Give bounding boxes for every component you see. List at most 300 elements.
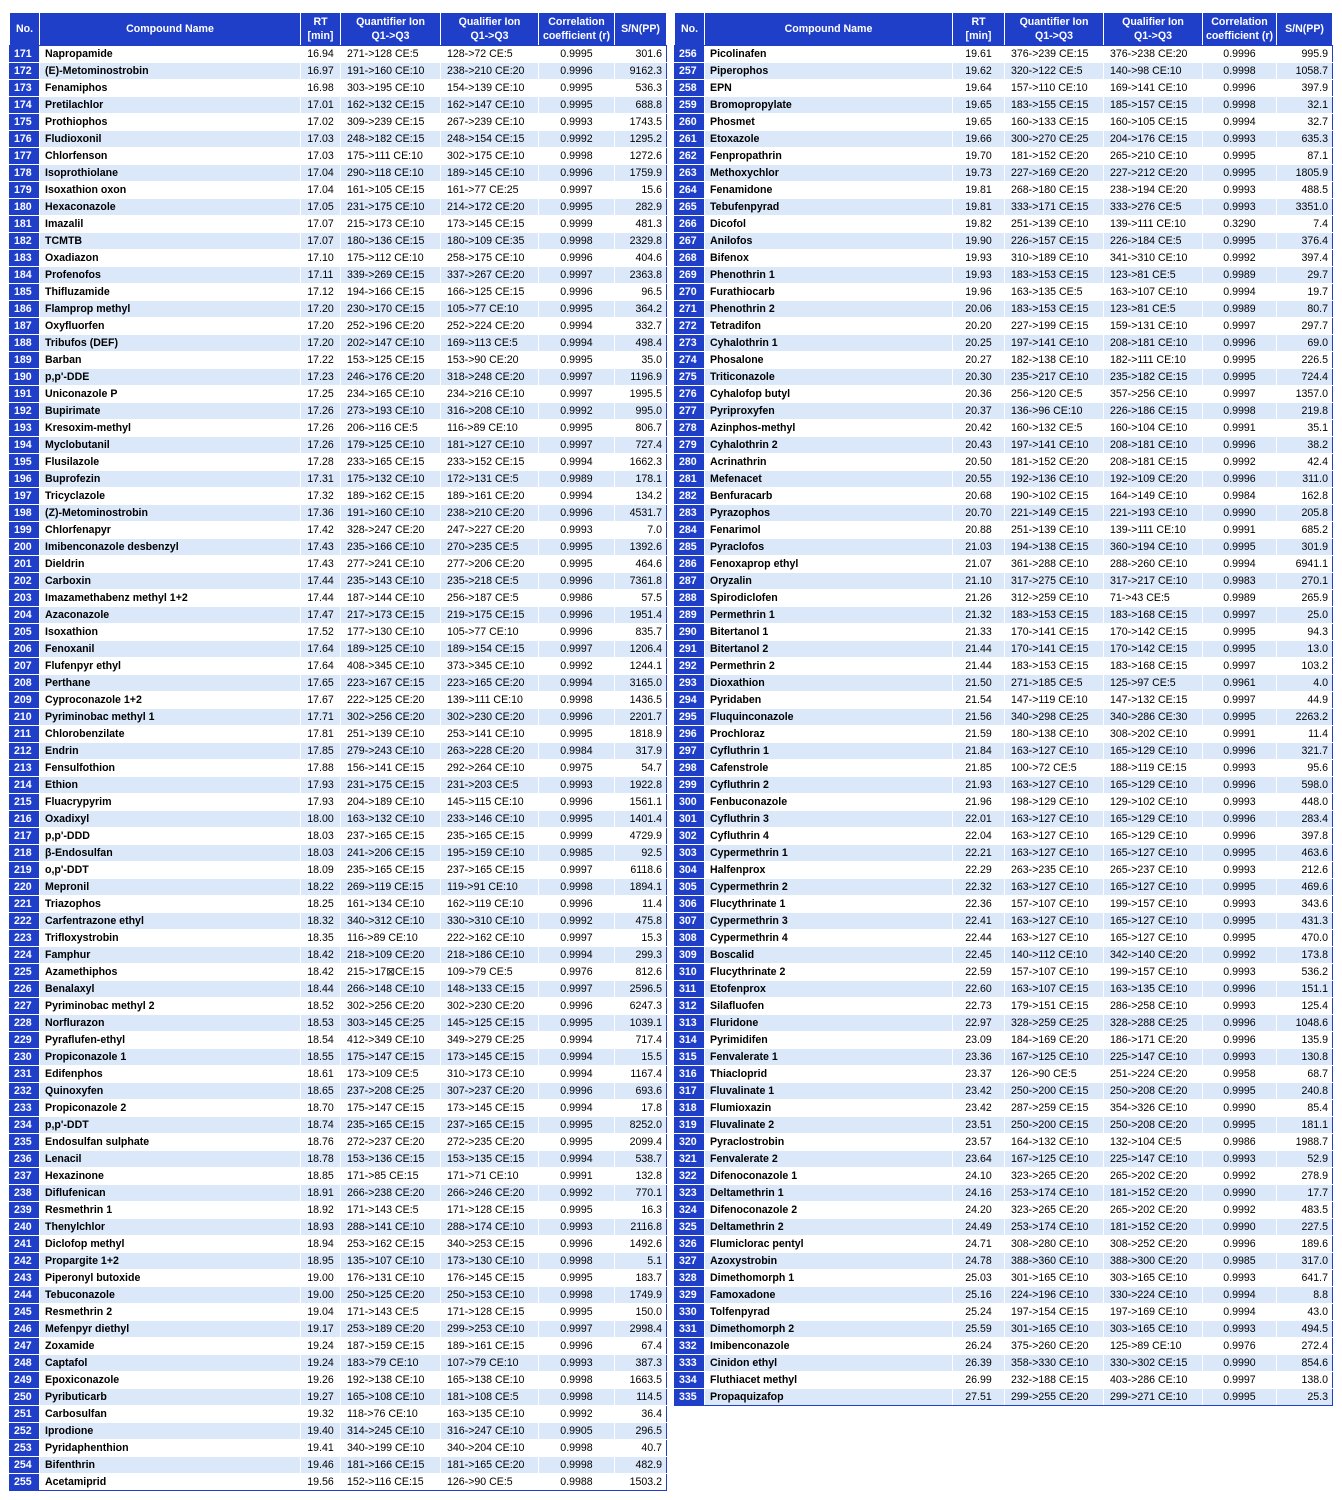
cell-rt: 23.36 — [953, 1049, 1005, 1066]
cell-quantifier-ion: 340->312 CE:10 — [341, 913, 441, 930]
cell-compound-name: Prothiophos — [40, 114, 301, 131]
cell-qualifier-ion: 185->157 CE:15 — [1104, 97, 1203, 114]
cell-quantifier-ion: 230->170 CE:15 — [341, 301, 441, 318]
cell-no: 215 — [10, 794, 40, 811]
cell-qualifier-ion: 238->194 CE:20 — [1104, 182, 1203, 199]
cell-compound-name: Azinphos-methyl — [705, 420, 953, 437]
table-row — [675, 1049, 1333, 1066]
cell-compound-name: Tolfenpyrad — [705, 1304, 953, 1321]
cell-quantifier-ion: 160->132 CE:5 — [1005, 420, 1104, 437]
cell-correlation: 0.9996 — [539, 250, 615, 267]
cell-qualifier-ion: 126->90 CE:5 — [441, 1474, 539, 1491]
cell-no: 216 — [10, 811, 40, 828]
cell-sn: 43.0 — [1277, 1304, 1333, 1321]
cell-quantifier-ion: 198->129 CE:10 — [1005, 794, 1104, 811]
cell-quantifier-ion: 163->127 CE:10 — [1005, 777, 1104, 794]
cell-no: 294 — [675, 692, 705, 709]
cell-sn: 2596.5 — [615, 981, 667, 998]
table-row — [10, 845, 667, 862]
cell-qualifier-ion: 266->246 CE:20 — [441, 1185, 539, 1202]
cell-sn: 138.0 — [1277, 1372, 1333, 1389]
cell-no: 311 — [675, 981, 705, 998]
cell-correlation: 0.9995 — [539, 420, 615, 437]
cell-correlation: 0.9995 — [1203, 1117, 1277, 1134]
cell-sn: 1503.2 — [615, 1474, 667, 1491]
cell-qualifier-ion: 125->97 CE:5 — [1104, 675, 1203, 692]
cell-qualifier-ion: 183->168 CE:15 — [1104, 658, 1203, 675]
cell-quantifier-ion: 279->243 CE:10 — [341, 743, 441, 760]
cell-qualifier-ion: 354->326 CE:10 — [1104, 1100, 1203, 1117]
cell-sn: 205.8 — [1277, 505, 1333, 522]
cell-compound-name: Azoxystrobin — [705, 1253, 953, 1270]
cell-compound-name: Fenbuconazole — [705, 794, 953, 811]
cell-quantifier-ion: 179->125 CE:10 — [341, 437, 441, 454]
cell-sn: 54.7 — [615, 760, 667, 777]
cell-qualifier-ion: 161->77 CE:25 — [441, 182, 539, 199]
cell-qualifier-ion: 197->169 CE:10 — [1104, 1304, 1203, 1321]
cell-quantifier-ion: 314->245 CE:10 — [341, 1423, 441, 1440]
cell-sn: 724.4 — [1277, 369, 1333, 386]
cell-correlation: 0.9993 — [1203, 131, 1277, 148]
table-row — [675, 505, 1333, 522]
cell-compound-name: Azaconazole — [40, 607, 301, 624]
cell-rt: 17.67 — [301, 692, 341, 709]
cell-compound-name: Tebuconazole — [40, 1287, 301, 1304]
cell-sn: 226.5 — [1277, 352, 1333, 369]
cell-qualifier-ion: 340->286 CE:30 — [1104, 709, 1203, 726]
cell-rt: 17.43 — [301, 539, 341, 556]
cell-rt: 19.65 — [953, 114, 1005, 131]
cell-correlation: 0.9996 — [539, 624, 615, 641]
table-row — [675, 1321, 1333, 1338]
cell-qualifier-ion: 147->132 CE:15 — [1104, 692, 1203, 709]
cell-no: 285 — [675, 539, 705, 556]
cell-compound-name: Difenoconazole 1 — [705, 1168, 953, 1185]
cell-qualifier-ion: 333->276 CE:5 — [1104, 199, 1203, 216]
cell-correlation: 0.9992 — [1203, 250, 1277, 267]
cell-no: 187 — [10, 318, 40, 335]
cell-correlation: 0.9998 — [539, 1372, 615, 1389]
cell-no: 316 — [675, 1066, 705, 1083]
cell-sn: 376.4 — [1277, 233, 1333, 250]
cell-quantifier-ion: 358->330 CE:10 — [1005, 1355, 1104, 1372]
cell-no: 277 — [675, 403, 705, 420]
cell-qualifier-ion: 123->81 CE:5 — [1104, 301, 1203, 318]
cell-sn: 68.7 — [1277, 1066, 1333, 1083]
cell-rt: 17.81 — [301, 726, 341, 743]
cell-sn: 212.6 — [1277, 862, 1333, 879]
cell-correlation: 0.9995 — [1203, 641, 1277, 658]
cell-quantifier-ion: 361->288 CE:10 — [1005, 556, 1104, 573]
cell-qualifier-ion: 340->253 CE:15 — [441, 1236, 539, 1253]
cell-rt: 21.50 — [953, 675, 1005, 692]
cell-compound-name: Flufenpyr ethyl — [40, 658, 301, 675]
cell-compound-name: Picolinafen — [705, 46, 953, 63]
cell-no: 281 — [675, 471, 705, 488]
cell-rt: 18.42 — [301, 947, 341, 964]
cell-quantifier-ion: 253->174 CE:10 — [1005, 1219, 1104, 1236]
cell-rt: 22.97 — [953, 1015, 1005, 1032]
table-row — [675, 862, 1333, 879]
cell-no: 308 — [675, 930, 705, 947]
table-row — [675, 318, 1333, 335]
cell-rt: 17.44 — [301, 590, 341, 607]
table-row — [10, 743, 667, 760]
table-row — [10, 641, 667, 658]
cell-sn: 1894.1 — [615, 879, 667, 896]
cell-rt: 19.70 — [953, 148, 1005, 165]
cell-correlation: 0.9996 — [1203, 335, 1277, 352]
col-header-rt-line1: RT — [313, 16, 328, 28]
compound-table-left — [9, 12, 667, 1491]
cell-qualifier-ion: 165->129 CE:10 — [1104, 743, 1203, 760]
cell-quantifier-ion: 272->237 CE:20 — [341, 1134, 441, 1151]
cell-no: 243 — [10, 1270, 40, 1287]
cell-quantifier-ion: 235->166 CE:10 — [341, 539, 441, 556]
cell-rt: 23.37 — [953, 1066, 1005, 1083]
cell-compound-name: Cypermethrin 4 — [705, 930, 953, 947]
cell-correlation: 0.9997 — [539, 862, 615, 879]
cell-compound-name: Cyfluthrin 4 — [705, 828, 953, 845]
table-row — [10, 403, 667, 420]
cell-compound-name: Etoxazole — [705, 131, 953, 148]
cell-rt: 18.52 — [301, 998, 341, 1015]
cell-rt: 19.00 — [301, 1270, 341, 1287]
cell-compound-name: Hexazinone — [40, 1168, 301, 1185]
cell-qualifier-ion: 251->224 CE:20 — [1104, 1066, 1203, 1083]
cell-rt: 18.03 — [301, 845, 341, 862]
table-row — [10, 896, 667, 913]
cell-qualifier-ion: 109->79 CE:5 — [441, 964, 539, 981]
cell-rt: 17.28 — [301, 454, 341, 471]
table-row — [10, 284, 667, 301]
cell-sn: 727.4 — [615, 437, 667, 454]
cell-quantifier-ion: 250->125 CE:20 — [341, 1287, 441, 1304]
cell-correlation: 0.9990 — [1203, 1355, 1277, 1372]
cell-compound-name: Cypermethrin 3 — [705, 913, 953, 930]
cell-correlation: 0.9996 — [539, 284, 615, 301]
header-row — [10, 13, 667, 46]
cell-no: 309 — [675, 947, 705, 964]
cell-compound-name: Oryzalin — [705, 573, 953, 590]
cell-quantifier-ion: 268->180 CE:15 — [1005, 182, 1104, 199]
cell-correlation: 0.9997 — [539, 267, 615, 284]
cell-correlation: 0.9995 — [1203, 369, 1277, 386]
cell-compound-name: Fenvalerate 2 — [705, 1151, 953, 1168]
cell-no: 227 — [10, 998, 40, 1015]
cell-no: 176 — [10, 131, 40, 148]
cell-correlation: 0.9997 — [1203, 658, 1277, 675]
table-row — [675, 1202, 1333, 1219]
col-header-quant-line1: Quantifier Ion — [1019, 16, 1089, 28]
cell-sn: 685.2 — [1277, 522, 1333, 539]
cell-qualifier-ion: 128->72 CE:5 — [441, 46, 539, 63]
cell-compound-name: Oxadixyl — [40, 811, 301, 828]
cell-no: 270 — [675, 284, 705, 301]
cell-sn: 15.5 — [615, 1049, 667, 1066]
table-row — [10, 862, 667, 879]
cell-sn: 57.5 — [615, 590, 667, 607]
cell-correlation: 0.9992 — [1203, 454, 1277, 471]
cell-rt: 19.56 — [301, 1474, 341, 1491]
cell-qualifier-ion: 316->208 CE:10 — [441, 403, 539, 420]
cell-no: 274 — [675, 352, 705, 369]
cell-compound-name: Pyraflufen-ethyl — [40, 1032, 301, 1049]
cell-rt: 17.07 — [301, 216, 341, 233]
cell-quantifier-ion: 170->141 CE:15 — [1005, 624, 1104, 641]
cell-qualifier-ion: 170->142 CE:15 — [1104, 624, 1203, 641]
cell-correlation: 0.9983 — [1203, 573, 1277, 590]
cell-qualifier-ion: 165->127 CE:10 — [1104, 845, 1203, 862]
cell-compound-name: Buprofezin — [40, 471, 301, 488]
cell-qualifier-ion: 238->210 CE:20 — [441, 505, 539, 522]
cell-rt: 25.59 — [953, 1321, 1005, 1338]
cell-compound-name: Zoxamide — [40, 1338, 301, 1355]
cell-sn: 464.6 — [615, 556, 667, 573]
cell-sn: 1401.4 — [615, 811, 667, 828]
cell-no: 252 — [10, 1423, 40, 1440]
col-header-qualifier-ion — [441, 13, 539, 46]
cell-correlation: 0.9997 — [1203, 1372, 1277, 1389]
cell-rt: 18.94 — [301, 1236, 341, 1253]
cell-rt: 20.37 — [953, 403, 1005, 420]
table-row — [10, 879, 667, 896]
cell-rt: 17.11 — [301, 267, 341, 284]
cell-qualifier-ion: 139->111 CE:10 — [1104, 216, 1203, 233]
cell-rt: 20.55 — [953, 471, 1005, 488]
cell-compound-name: Fenamidone — [705, 182, 953, 199]
cell-no: 241 — [10, 1236, 40, 1253]
cell-sn: 1357.0 — [1277, 386, 1333, 403]
cell-sn: 219.8 — [1277, 403, 1333, 420]
cell-quantifier-ion: 175->111 CE:10 — [341, 148, 441, 165]
cell-sn: 1662.3 — [615, 454, 667, 471]
cell-sn: 132.8 — [615, 1168, 667, 1185]
cell-qualifier-ion: 208->181 CE:15 — [1104, 454, 1203, 471]
cell-correlation: 0.9997 — [539, 437, 615, 454]
cell-quantifier-ion: 222->125 CE:20 — [341, 692, 441, 709]
cell-compound-name: Fenpropathrin — [705, 148, 953, 165]
cell-correlation: 0.9993 — [1203, 1321, 1277, 1338]
cell-compound-name: Dicofol — [705, 216, 953, 233]
cell-qualifier-ion: 176->145 CE:15 — [441, 1270, 539, 1287]
cell-no: 228 — [10, 1015, 40, 1032]
cell-sn: 317.0 — [1277, 1253, 1333, 1270]
cell-compound-name: Pyraclofos — [705, 539, 953, 556]
cell-qualifier-ion: 292->264 CE:10 — [441, 760, 539, 777]
cell-correlation: 0.9995 — [1203, 539, 1277, 556]
cell-quantifier-ion: 191->160 CE:10 — [341, 505, 441, 522]
cell-no: 262 — [675, 148, 705, 165]
cell-quantifier-ion: 253->174 CE:10 — [1005, 1185, 1104, 1202]
table-row — [675, 930, 1333, 947]
cell-compound-name: Trifloxystrobin — [40, 930, 301, 947]
cell-qualifier-ion: 181->152 CE:20 — [1104, 1185, 1203, 1202]
cell-correlation: 0.9994 — [539, 675, 615, 692]
cell-quantifier-ion: 189->162 CE:15 — [341, 488, 441, 505]
cell-compound-name: Fenoxaprop ethyl — [705, 556, 953, 573]
cell-sn: 1436.5 — [615, 692, 667, 709]
cell-sn: 448.0 — [1277, 794, 1333, 811]
cell-qualifier-ion: 328->288 CE:25 — [1104, 1015, 1203, 1032]
cell-sn: 635.3 — [1277, 131, 1333, 148]
table-row — [10, 1066, 667, 1083]
cell-quantifier-ion: 140->112 CE:10 — [1005, 947, 1104, 964]
cell-quantifier-ion: 231->175 CE:10 — [341, 199, 441, 216]
cell-compound-name: Isoxathion oxon — [40, 182, 301, 199]
cell-no: 234 — [10, 1117, 40, 1134]
cell-compound-name: Oxadiazon — [40, 250, 301, 267]
cell-sn: 94.3 — [1277, 624, 1333, 641]
cell-no: 174 — [10, 97, 40, 114]
cell-qualifier-ion: 253->141 CE:10 — [441, 726, 539, 743]
cell-correlation: 0.9985 — [539, 845, 615, 862]
cell-quantifier-ion: 183->153 CE:15 — [1005, 658, 1104, 675]
cell-no: 327 — [675, 1253, 705, 1270]
cell-correlation: 0.9993 — [1203, 964, 1277, 981]
table-row — [10, 1440, 667, 1457]
cell-quantifier-ion: 181->166 CE:15 — [341, 1457, 441, 1474]
cell-qualifier-ion: 160->104 CE:10 — [1104, 420, 1203, 437]
table-row — [675, 182, 1333, 199]
cell-compound-name: Halfenprox — [705, 862, 953, 879]
table-row — [675, 386, 1333, 403]
cell-correlation: 0.9994 — [539, 318, 615, 335]
cell-qualifier-ion: 140->98 CE:10 — [1104, 63, 1203, 80]
cell-sn: 92.5 — [615, 845, 667, 862]
cell-qualifier-ion: 303->165 CE:10 — [1104, 1321, 1203, 1338]
table-row — [675, 352, 1333, 369]
cell-no: 322 — [675, 1168, 705, 1185]
cell-rt: 19.24 — [301, 1338, 341, 1355]
cell-qualifier-ion: 148->133 CE:15 — [441, 981, 539, 998]
cell-qualifier-ion: 277->206 CE:20 — [441, 556, 539, 573]
cell-quantifier-ion: 323->265 CE:20 — [1005, 1168, 1104, 1185]
col-header-qual-line2: Q1->Q3 — [1134, 30, 1172, 42]
cell-sn: 332.7 — [615, 318, 667, 335]
cell-rt: 18.44 — [301, 981, 341, 998]
cell-sn: 538.7 — [615, 1151, 667, 1168]
cell-rt: 19.61 — [953, 46, 1005, 63]
table-row — [10, 556, 667, 573]
cell-qualifier-ion: 265->202 CE:20 — [1104, 1168, 1203, 1185]
cell-rt: 22.41 — [953, 913, 1005, 930]
cell-no: 259 — [675, 97, 705, 114]
cell-no: 280 — [675, 454, 705, 471]
cell-sn: 1206.4 — [615, 641, 667, 658]
col-header-correlation — [539, 13, 615, 46]
cell-no: 171 — [10, 46, 40, 63]
cell-qualifier-ion: 341->310 CE:10 — [1104, 250, 1203, 267]
cell-correlation: 0.9997 — [1203, 318, 1277, 335]
cell-compound-name: Captafol — [40, 1355, 301, 1372]
cell-rt: 19.81 — [953, 199, 1005, 216]
cell-qualifier-ion: 299->271 CE:10 — [1104, 1389, 1203, 1406]
cell-compound-name: Resmethrin 1 — [40, 1202, 301, 1219]
cell-quantifier-ion: 339->269 CE:15 — [341, 267, 441, 284]
col-header-quantifier-ion — [341, 13, 441, 46]
cell-correlation: 0.9993 — [539, 1219, 615, 1236]
cell-qualifier-ion: 340->204 CE:10 — [441, 1440, 539, 1457]
cell-no: 296 — [675, 726, 705, 743]
cell-no: 204 — [10, 607, 40, 624]
col-header-qual-line1: Qualifier Ion — [1122, 16, 1184, 28]
cell-rt: 19.32 — [301, 1406, 341, 1423]
cell-correlation: 0.9995 — [539, 726, 615, 743]
cell-correlation: 0.9997 — [539, 1321, 615, 1338]
cell-correlation: 0.9996 — [539, 794, 615, 811]
cell-rt: 18.54 — [301, 1032, 341, 1049]
table-row — [675, 454, 1333, 471]
cell-quantifier-ion: 233->165 CE:15 — [341, 454, 441, 471]
cell-qualifier-ion: 105->77 CE:10 — [441, 624, 539, 641]
cell-rt: 19.24 — [301, 1355, 341, 1372]
cell-compound-name: Deltamethrin 2 — [705, 1219, 953, 1236]
cell-qualifier-ion: 310->173 CE:10 — [441, 1066, 539, 1083]
cell-no: 202 — [10, 573, 40, 590]
cell-quantifier-ion: 317->275 CE:10 — [1005, 573, 1104, 590]
cell-sn: 1048.6 — [1277, 1015, 1333, 1032]
cell-no: 173 — [10, 80, 40, 97]
cell-no: 233 — [10, 1100, 40, 1117]
cell-compound-name: Resmethrin 2 — [40, 1304, 301, 1321]
cell-sn: 2998.4 — [615, 1321, 667, 1338]
cell-correlation: 0.9996 — [1203, 811, 1277, 828]
cell-quantifier-ion: 171->143 CE:5 — [341, 1202, 441, 1219]
cell-quantifier-ion: 302->256 CE:20 — [341, 998, 441, 1015]
cell-compound-name: Cyfluthrin 2 — [705, 777, 953, 794]
cell-qualifier-ion: 225->147 CE:10 — [1104, 1049, 1203, 1066]
table-row — [10, 1151, 667, 1168]
cell-qualifier-ion: 308->252 CE:20 — [1104, 1236, 1203, 1253]
table-row — [10, 794, 667, 811]
cell-rt: 17.52 — [301, 624, 341, 641]
table-row — [675, 998, 1333, 1015]
cell-qualifier-ion: 317->217 CE:10 — [1104, 573, 1203, 590]
cell-sn: 812.6 — [615, 964, 667, 981]
cell-qualifier-ion: 173->130 CE:10 — [441, 1253, 539, 1270]
cell-no: 212 — [10, 743, 40, 760]
table-row — [675, 777, 1333, 794]
table-row — [675, 267, 1333, 284]
table-row — [675, 233, 1333, 250]
cell-sn: 183.7 — [615, 1270, 667, 1287]
cell-no: 246 — [10, 1321, 40, 1338]
cell-qualifier-ion: 180->109 CE:35 — [441, 233, 539, 250]
cell-no: 254 — [10, 1457, 40, 1474]
cell-sn: 13.0 — [1277, 641, 1333, 658]
cell-rt: 22.04 — [953, 828, 1005, 845]
cell-rt: 22.32 — [953, 879, 1005, 896]
table-row — [675, 46, 1333, 63]
cell-compound-name: Thifluzamide — [40, 284, 301, 301]
table-row — [675, 1219, 1333, 1236]
cell-compound-name: Isoxathion — [40, 624, 301, 641]
cell-rt: 19.26 — [301, 1372, 341, 1389]
cell-compound-name: Flamprop methyl — [40, 301, 301, 318]
cell-sn: 80.7 — [1277, 301, 1333, 318]
cell-no: 330 — [675, 1304, 705, 1321]
cell-no: 326 — [675, 1236, 705, 1253]
cell-quantifier-ion: 263->235 CE:10 — [1005, 862, 1104, 879]
cell-correlation: 0.9992 — [1203, 1168, 1277, 1185]
cell-correlation: 0.9998 — [1203, 403, 1277, 420]
cell-rt: 17.32 — [301, 488, 341, 505]
table-row — [10, 454, 667, 471]
cell-no: 273 — [675, 335, 705, 352]
table-row — [10, 488, 667, 505]
cell-sn: 2116.8 — [615, 1219, 667, 1236]
